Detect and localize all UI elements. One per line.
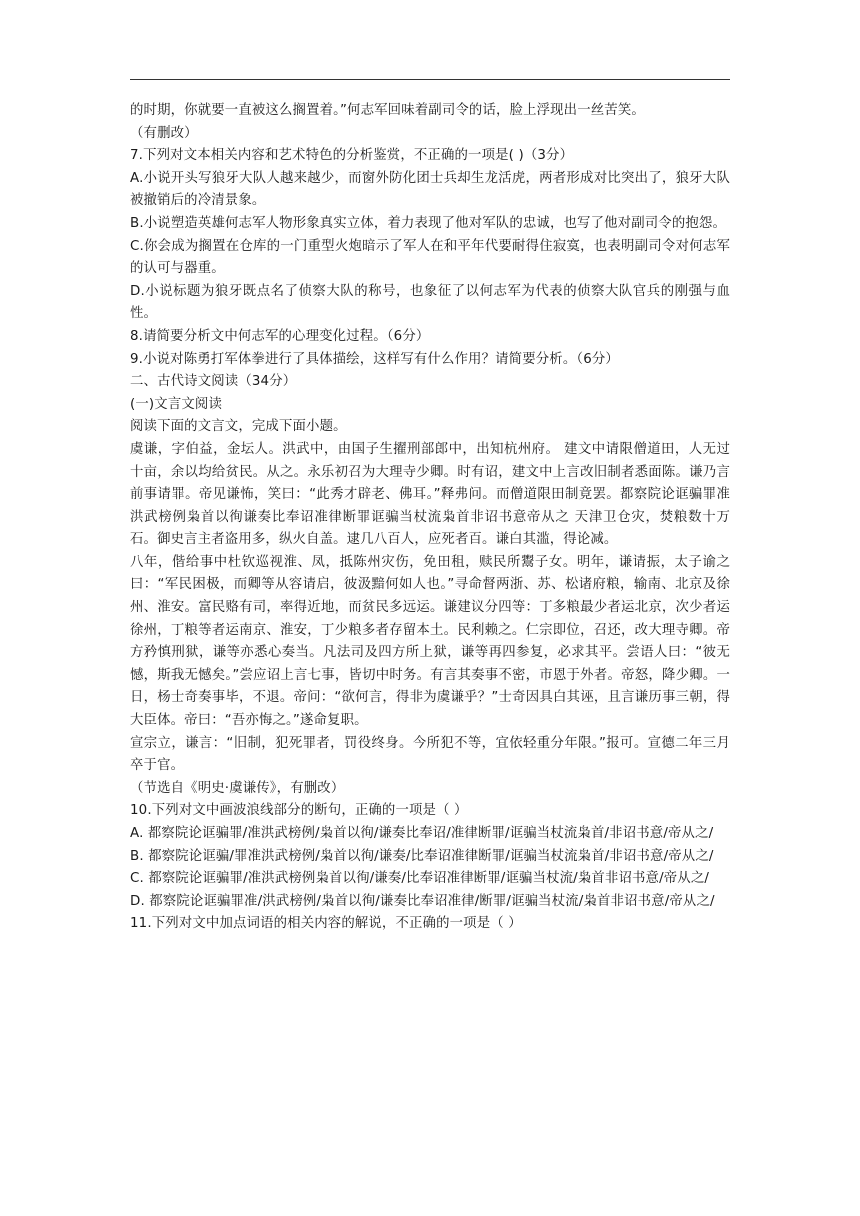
paragraph: 11.下列对文中加点词语的相关内容的解说，不正确的一项是（ ）: [130, 916, 522, 932]
paragraph: 虞谦，字伯益，金坛人。洪武中，由国子生擢刑部郎中，出知杭州府。 建文中请限僧道田，人无过十亩，余以均给贫民。从之。永乐初召为大理寺少卿。时有诏，建文中上言改旧制者悉面陈。谦乃言前事请罪。帝见谦怖，笑曰：“此秀才辟老、佛耳。”释弗问。而僧道限田制竟罢。都察院论诓骗罪准洪武榜例枭首以徇谦奏比奉诏准律断罪诓骗当杖流枭首非诏书意帝从之 天津卫仓灾，焚粮数十万石。御史言主者盗用多，纵火自盖。逮几八百人，应死者百。谦白其滥，得论减。: [130, 441, 730, 548]
document-body: [130, 100, 730, 936]
paragraph: 二、古代诗文阅读（34分）: [130, 374, 297, 390]
paragraph: 9.小说对陈勇打军体拳进行了具体描绘，这样写有什么作用？请简要分析。（6分）: [130, 351, 619, 367]
paragraph: D. 都察院论诓骗罪准/洪武榜例/枭首以徇/谦奏比奉诏准律/断罪/诓骗当杖流/枭首非诏书意/帝从之/: [130, 893, 715, 909]
paragraph: （有删改）: [130, 125, 198, 141]
paragraph: B.小说塑造英雄何志军人物形象真实立体，着力表现了他对军队的忠诚，也写了他对副司令的抱怨。: [130, 215, 726, 231]
paragraph: A. 都察院论诓骗罪/准洪武榜例/枭首以徇/谦奏比奉诏/准律断罪/诓骗当杖流枭首/非诏书意/帝从之/: [130, 826, 714, 841]
paragraph: 的时期，你就要一直被这么搁置着。”何志军回味着副司令的话，脸上浮现出一丝苦笑。: [130, 103, 645, 118]
paragraph: A.小说开头写狼牙大队人越来越少，而窗外防化团士兵却生龙活虎，两者形成对比突出了，狼牙大队被撤销后的冷清景象。: [130, 170, 730, 209]
paragraph: 宣宗立，谦言：“旧制，犯死罪者，罚役终身。今所犯不等，宜依轻重分年限。”报可。宣德二年三月卒于官。: [130, 735, 730, 774]
paragraph: （节选自《明史·虞谦传》，有删改）: [130, 780, 345, 796]
paragraph: 8.请简要分析文中何志军的心理变化过程。（6分）: [130, 328, 430, 344]
paragraph: 10.下列对文中画波浪线部分的断句，正确的一项是（ ）: [130, 803, 468, 819]
paragraph: B. 都察院论诓骗/罪准洪武榜例/枭首以徇/谦奏/比奉诏准律断罪/诓骗当杖流枭首/非诏书意/帝从之/: [130, 848, 714, 864]
paragraph: D.小说标题为狼牙既点名了侦察大队的称号，也象征了以何志军为代表的侦察大队官兵的刚强与血性。: [130, 283, 730, 322]
paragraph: 7.下列对文本相关内容和艺术特色的分析鉴赏，不正确的一项是( )（3分）: [130, 148, 574, 164]
paragraph: C. 都察院论诓骗罪/准洪武榜例枭首以徇/谦奏/比奉诏准律断罪/诓骗当杖流/枭首非诏书意/帝从之/: [130, 871, 710, 887]
paragraph: 八年，偕给事中杜钦巡视淮、凤，抵陈州灾伤，免田租，赎民所鬻子女。明年，谦请振，太子谕之曰：“军民困极，而卿等从容请启，彼汲黯何如人也。”寻命督两浙、苏、松诸府粮，输南、北京及徐州、淮安。富民赂有司，率得近地，而贫民多远运。谦建议分四等：丁多粮最少者运北京，次少者运徐州，丁粮等者运南京、淮安，丁少粮多者存留本土。民利赖之。仁宗即位，召还，改大理寺卿。帝方矜慎刑狱，谦等亦悉心奏当。凡法司及四方所上狱，谦等再四参复，必求其平。尝语人曰：“彼无憾，斯我无憾矣。”尝应诏上言七事，皆切中时务。有言其奏事不密，市恩于外者。帝怒，降少卿。一日，杨士奇奏事毕，不退。帝问：“欲何言，得非为虞谦乎？”士奇因具白其诬，且言谦历事三朝，得大臣体。帝曰：“吾亦悔之。”遂命复职。: [130, 554, 730, 729]
paragraph: 阅读下面的文言文，完成下面小题。: [130, 419, 347, 435]
paragraph: (一)文言文阅读: [130, 396, 222, 412]
header-rule: [130, 79, 730, 80]
paragraph: C.你会成为搁置在仓库的一门重型火炮暗示了军人在和平年代要耐得住寂寞，也表明副司令对何志军的认可与器重。: [130, 238, 730, 277]
